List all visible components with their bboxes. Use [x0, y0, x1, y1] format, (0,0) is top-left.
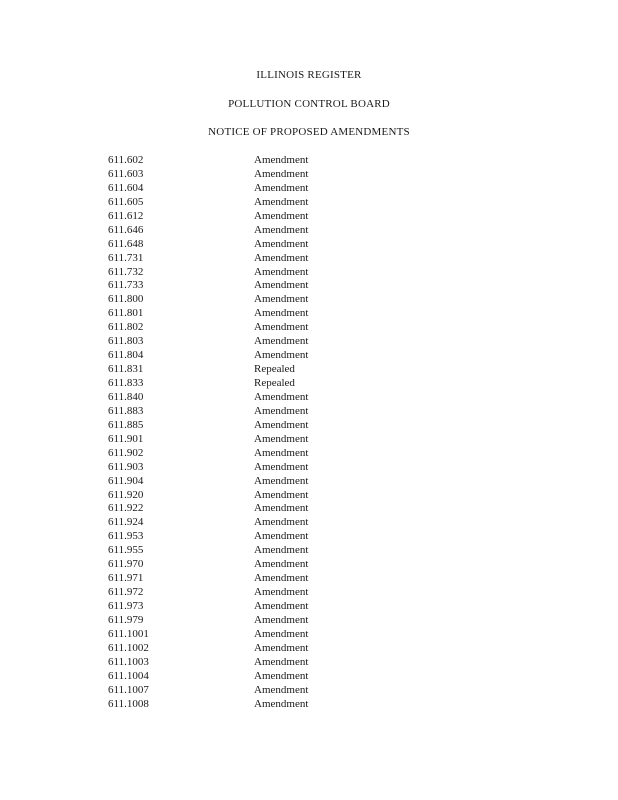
register-title: ILLINOIS REGISTER — [256, 69, 362, 81]
section-action: Amendment — [254, 223, 309, 236]
section-action: Amendment — [254, 265, 309, 278]
section-number: 611.924 — [108, 516, 144, 529]
section-list — [108, 154, 368, 712]
section-action: Amendment — [254, 600, 309, 612]
section-number: 611.604 — [108, 181, 144, 194]
section-number: 611.970 — [108, 558, 144, 571]
section-number: 611.903 — [108, 460, 144, 473]
section-action: Amendment — [254, 488, 309, 501]
section-number: 611.971 — [108, 572, 144, 585]
section-number: 611.804 — [108, 349, 144, 362]
section-action: Amendment — [254, 404, 309, 417]
section-action: Amendment — [254, 335, 309, 348]
section-number: 611.955 — [108, 544, 144, 557]
section-action: Amendment — [254, 641, 309, 654]
section-row — [108, 224, 368, 238]
section-number: 611.803 — [108, 335, 144, 348]
section-number: 611.1001 — [108, 627, 149, 640]
section-number: 611.646 — [108, 223, 144, 236]
section-action: Repealed — [254, 377, 295, 389]
section-number: 611.833 — [108, 377, 144, 389]
section-number: 611.972 — [108, 586, 144, 599]
section-number: 611.904 — [108, 474, 144, 487]
section-action: Amendment — [254, 154, 309, 166]
section-row — [108, 461, 368, 475]
section-row — [108, 447, 368, 461]
section-row — [108, 502, 368, 516]
section-number: 611.901 — [108, 432, 144, 445]
section-row — [108, 307, 368, 321]
section-row — [108, 349, 368, 363]
section-number: 611.731 — [108, 251, 144, 264]
section-row — [108, 238, 368, 252]
section-action: Amendment — [254, 181, 309, 194]
section-row — [108, 252, 368, 266]
section-row — [108, 642, 368, 656]
section-row — [108, 684, 368, 698]
section-action: Amendment — [254, 683, 309, 696]
section-row — [108, 321, 368, 335]
section-number: 611.802 — [108, 321, 144, 334]
section-action: Amendment — [254, 613, 309, 626]
section-number: 611.973 — [108, 600, 144, 612]
section-action: Amendment — [254, 167, 309, 180]
section-row — [108, 475, 368, 489]
section-row — [108, 419, 368, 433]
section-number: 611.1008 — [108, 697, 149, 710]
section-number: 611.920 — [108, 488, 144, 501]
section-action: Amendment — [254, 655, 309, 668]
section-row — [108, 154, 368, 168]
agency-name: POLLUTION CONTROL BOARD — [228, 98, 390, 110]
section-action: Amendment — [254, 279, 309, 292]
section-row — [108, 433, 368, 447]
section-row — [108, 405, 368, 419]
section-action: Amendment — [254, 307, 309, 320]
section-action: Amendment — [254, 446, 309, 459]
section-number: 611.1004 — [108, 669, 149, 682]
section-row — [108, 363, 368, 377]
section-row — [108, 614, 368, 628]
section-number: 611.1007 — [108, 683, 149, 696]
section-number: 611.922 — [108, 502, 144, 515]
section-action: Amendment — [254, 516, 309, 529]
notice-title: NOTICE OF PROPOSED AMENDMENTS — [208, 126, 410, 138]
section-row — [108, 210, 368, 224]
section-number: 611.953 — [108, 530, 144, 543]
section-row — [108, 530, 368, 544]
section-row — [108, 670, 368, 684]
section-row — [108, 600, 368, 614]
section-action: Amendment — [254, 293, 309, 306]
section-number: 611.1002 — [108, 641, 149, 654]
section-number: 611.602 — [108, 154, 144, 166]
section-action: Amendment — [254, 460, 309, 473]
section-action: Amendment — [254, 697, 309, 710]
section-action: Amendment — [254, 390, 309, 403]
section-row — [108, 544, 368, 558]
section-action: Amendment — [254, 237, 309, 250]
section-row — [108, 586, 368, 600]
section-row — [108, 168, 368, 182]
section-row — [108, 656, 368, 670]
section-action: Amendment — [254, 349, 309, 362]
section-action: Amendment — [254, 209, 309, 222]
section-row — [108, 293, 368, 307]
section-row — [108, 335, 368, 349]
section-number: 611.902 — [108, 446, 144, 459]
section-number: 611.801 — [108, 307, 144, 320]
section-row — [108, 516, 368, 530]
section-action: Amendment — [254, 544, 309, 557]
section-number: 611.648 — [108, 237, 144, 250]
section-action: Amendment — [254, 474, 309, 487]
section-action: Amendment — [254, 321, 309, 334]
section-action: Amendment — [254, 627, 309, 640]
section-row — [108, 182, 368, 196]
section-number: 611.883 — [108, 404, 144, 417]
section-row — [108, 489, 368, 503]
section-number: 611.612 — [108, 209, 144, 222]
section-action: Amendment — [254, 530, 309, 543]
section-number: 611.733 — [108, 279, 144, 292]
section-number: 611.831 — [108, 363, 144, 376]
section-row — [108, 196, 368, 210]
section-row — [108, 572, 368, 586]
section-row — [108, 558, 368, 572]
section-action: Amendment — [254, 558, 309, 571]
section-number: 611.1003 — [108, 655, 149, 668]
section-row — [108, 279, 368, 293]
section-row — [108, 266, 368, 280]
section-action: Amendment — [254, 195, 309, 208]
section-number: 611.885 — [108, 418, 144, 431]
section-number: 611.979 — [108, 613, 144, 626]
section-row — [108, 377, 368, 391]
section-number: 611.840 — [108, 390, 144, 403]
section-action: Amendment — [254, 418, 309, 431]
section-number: 611.732 — [108, 265, 144, 278]
section-row — [108, 391, 368, 405]
section-row — [108, 628, 368, 642]
section-action: Amendment — [254, 572, 309, 585]
section-number: 611.605 — [108, 195, 144, 208]
section-action: Amendment — [254, 251, 309, 264]
section-row — [108, 698, 368, 712]
section-number: 611.603 — [108, 167, 144, 180]
section-action: Amendment — [254, 586, 309, 599]
section-action: Amendment — [254, 669, 309, 682]
section-action: Amendment — [254, 502, 309, 515]
section-action: Amendment — [254, 432, 309, 445]
section-action: Repealed — [254, 363, 295, 376]
section-number: 611.800 — [108, 293, 144, 306]
